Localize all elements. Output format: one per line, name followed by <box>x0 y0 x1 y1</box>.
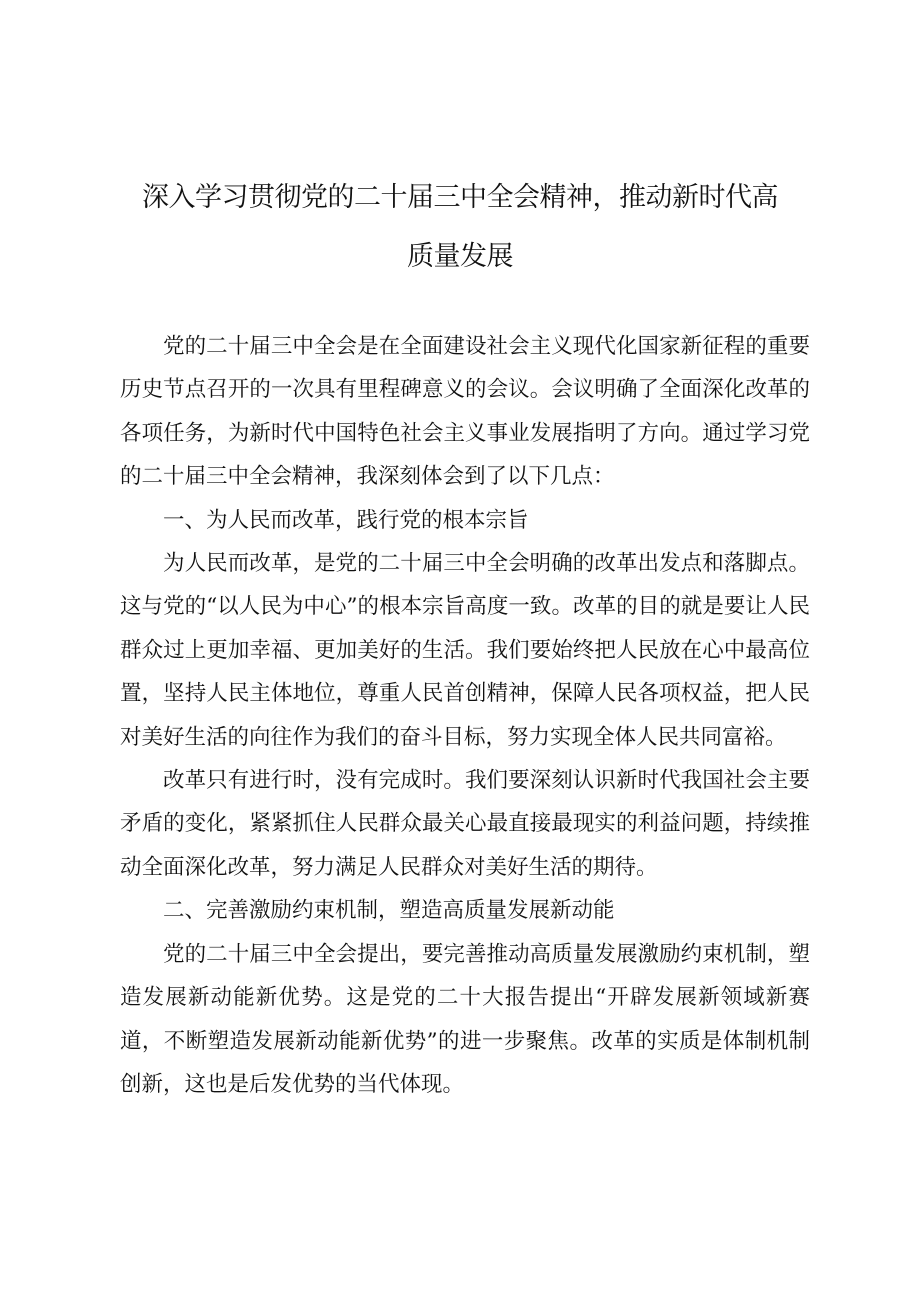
body-paragraph: 为人民而改革，是党的二十届三中全会明确的改革出发点和落脚点。这与党的“以人民为中心”的根本宗旨高度一致。改革的目的就是要让人民群众过上更加幸福、更加美好的生活。我们要始终把人民放在心中最高位置，坚持人民主体地位，尊重人民首创精神，保障人民各项权益，把人民对美好生活的向往作为我们的奋斗目标，努力实现全体人民共同富裕。 <box>120 551 810 750</box>
document-title-line-2: 质量发展 <box>407 241 513 272</box>
body-paragraph: 改革只有进行时，没有完成时。我们要深刻认识新时代我国社会主要矛盾的变化，紧紧抓住人民群众最关心最直接最现实的利益问题，持续推动全面深化改革，努力满足人民群众对美好生活的期待。 <box>120 768 810 880</box>
section-heading-1: 一、为人民而改革，践行党的根本宗旨 <box>163 507 529 533</box>
intro-paragraph: 党的二十届三中全会是在全面建设社会主义现代化国家新征程的重要历史节点召开的一次具有里程碑意义的会议。会议明确了全面深化改革的各项任务，为新时代中国特色社会主义事业发展指明了方向。通过学习党的二十届三中全会精神，我深刻体会到了以下几点： <box>120 334 810 490</box>
document-title-line-1: 深入学习贯彻党的二十届三中全会精神，推动新时代高 <box>142 182 778 213</box>
section-heading-2: 二、完善激励约束机制，塑造高质量发展新动能 <box>163 898 615 924</box>
document-body <box>120 325 810 1106</box>
body-paragraph: 党的二十届三中全会提出，要完善推动高质量发展激励约束机制，塑造发展新动能新优势。这是党的二十大报告提出“开辟发展新领域新赛道，不断塑造发展新动能新优势”的进一步聚焦。改革的实质是体制机制创新，这也是后发优势的当代体现。 <box>120 941 810 1097</box>
